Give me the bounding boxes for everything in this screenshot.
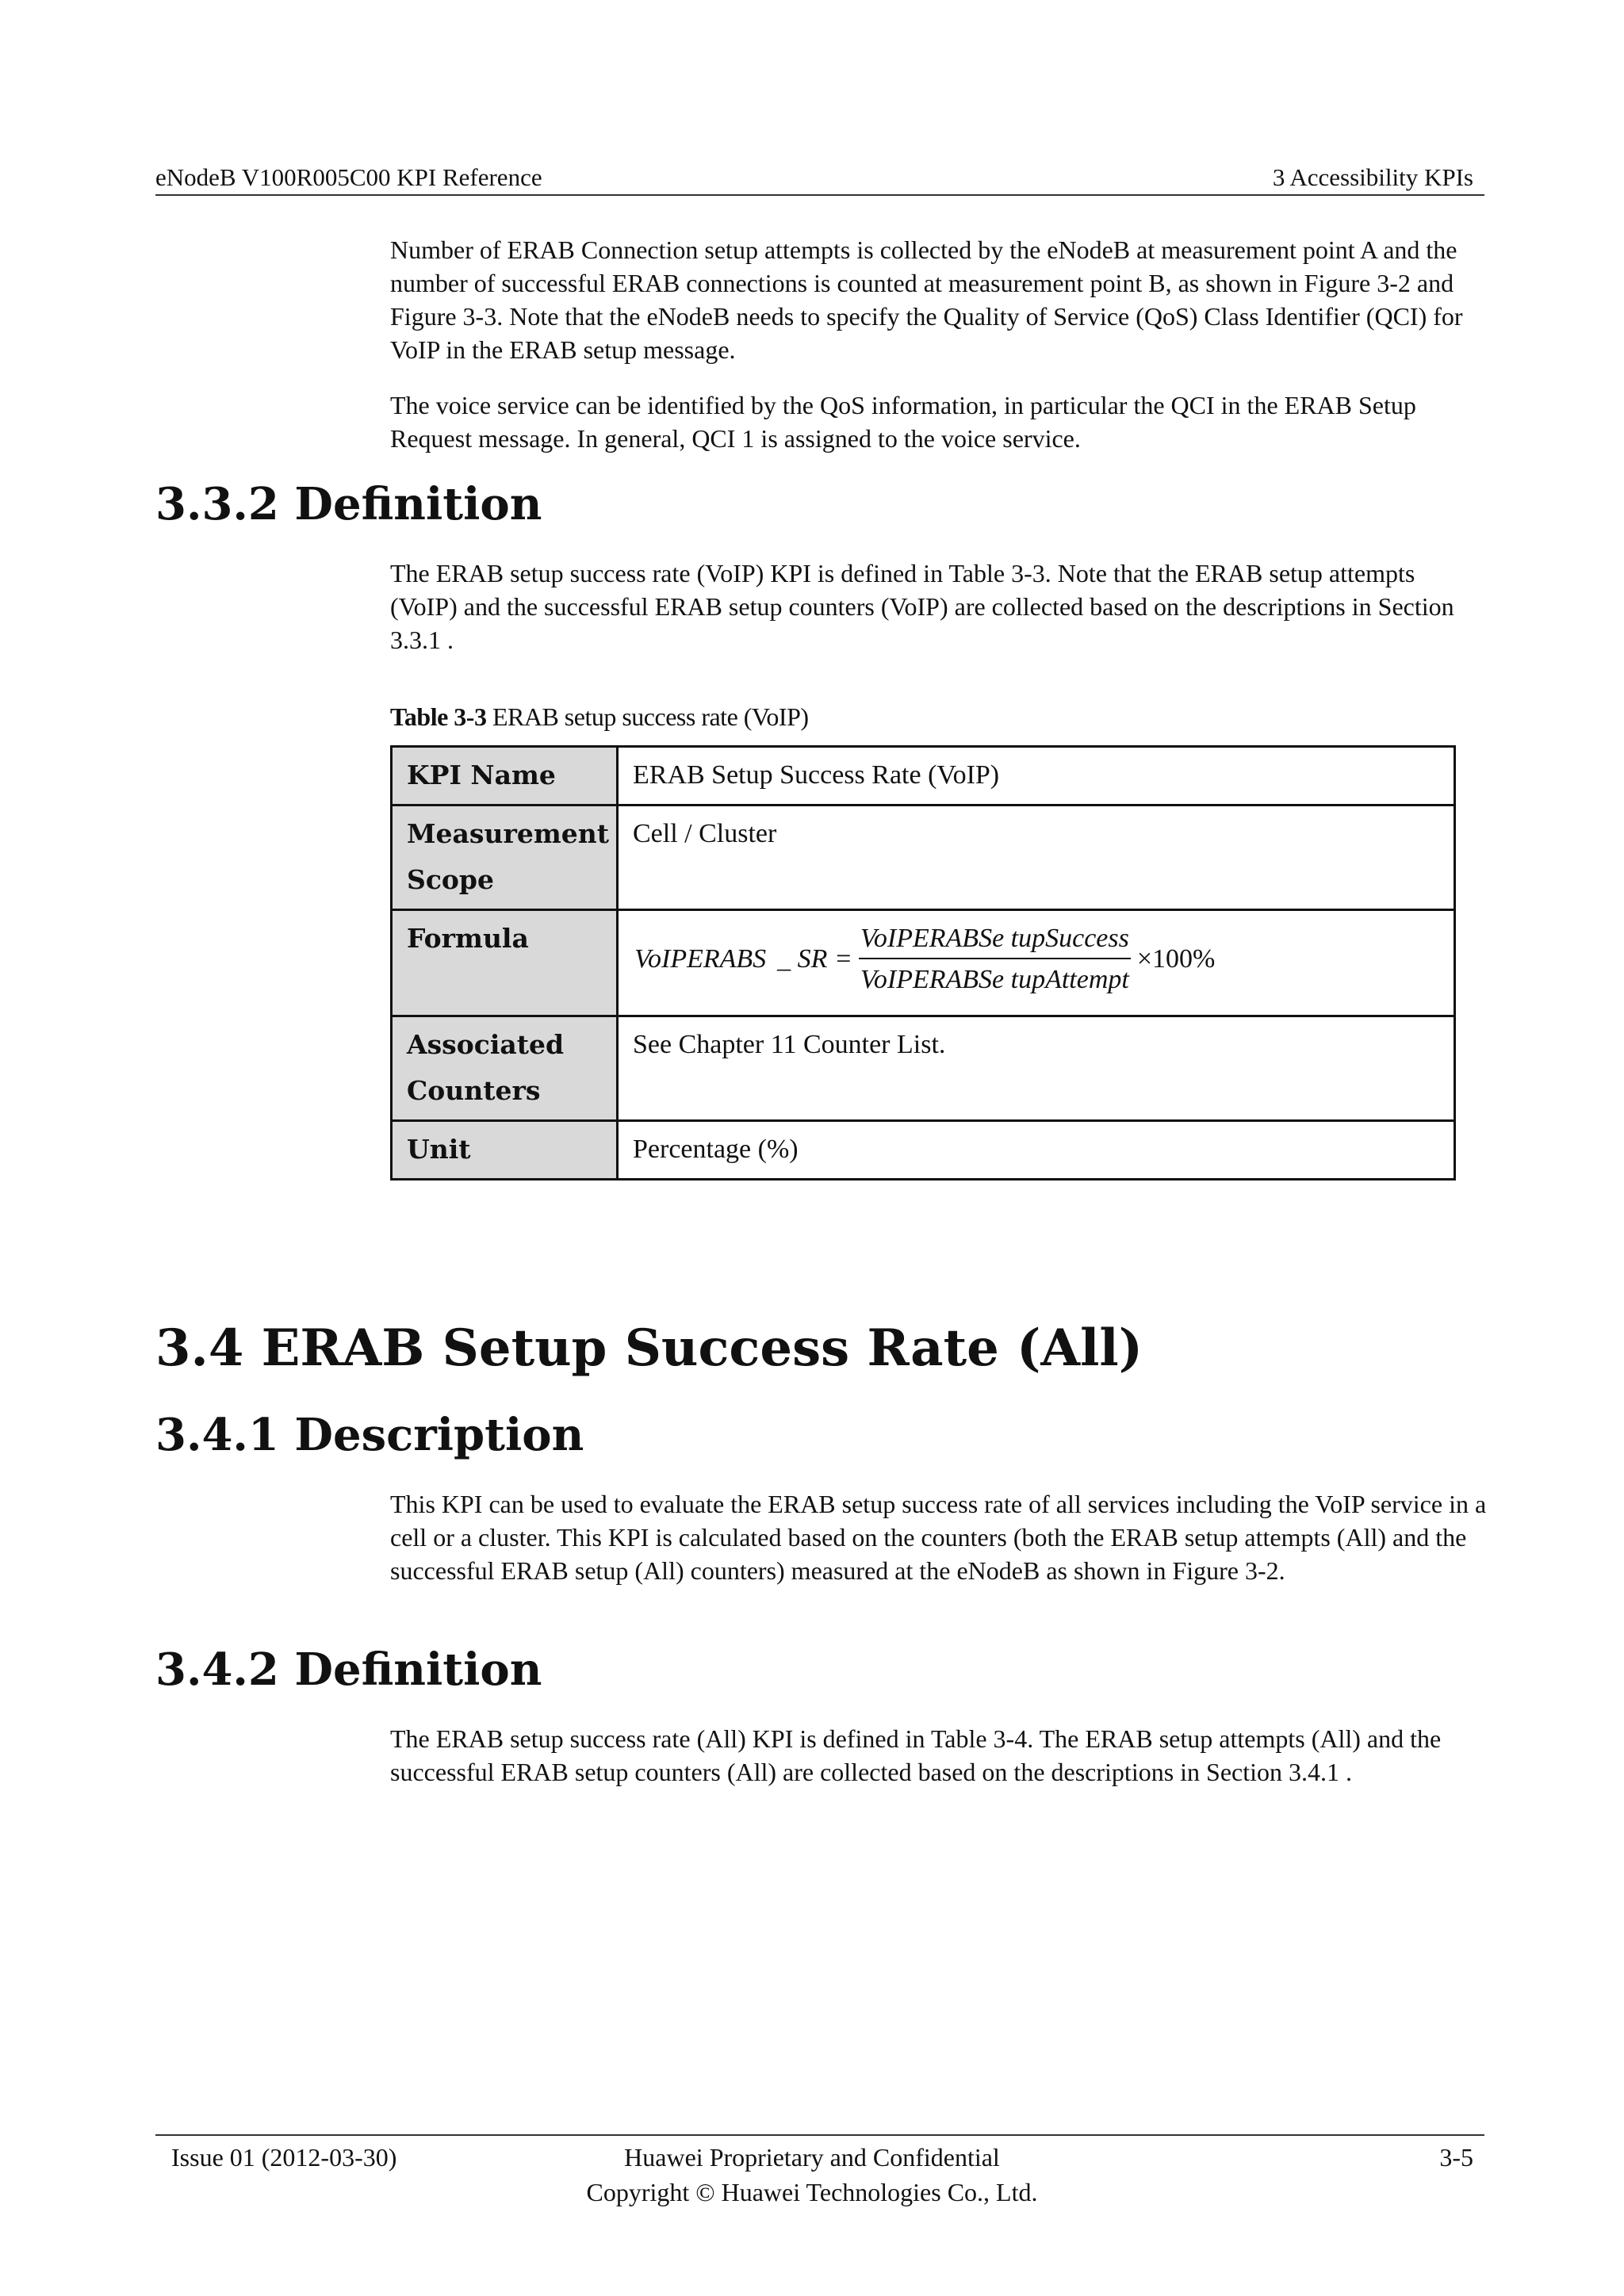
intro-paragraph-1: Number of ERAB Connection setup attempts is collected by the eNodeB at measurement point A and the number of successful ERAB connections is counted at measurement point B, as shown in Figure 3-2 and Figure 3-3. Note that the eNodeB needs to specify the Quality of Service (QoS) Class Identifier (QCI) for VoIP in the ERAB setup message. (390, 235, 1463, 364)
table-row-kpi-name (392, 747, 1455, 806)
description-paragraph: This KPI can be used to evaluate the ERAB setup success rate of all services including the VoIP service in a cell or a cluster. This KPI is calculated based on the counters (both the ERAB setup attempts (All) and the successful ERAB setup (All) counters) measured at the eNodeB as shown in Figure 3-2. (390, 1490, 1487, 1585)
unit-label: Unit (392, 1121, 618, 1180)
formula-numerator: VoIPERABSe tupSuccess (859, 923, 1131, 959)
heading-3-3-2: 3.3.2 Definition (155, 478, 542, 530)
table-caption-label: Table 3-3 (390, 702, 487, 731)
intro-paragraph-2: The voice service can be identified by the QoS information, in particular the QCI in the ERAB Setup Request message. In general, QCI 1 is assigned to the voice service. (390, 391, 1416, 453)
unit-value: Percentage (%) (618, 1121, 1455, 1180)
footer-copyright: Copyright © Huawei Technologies Co., Ltd. (586, 2178, 1038, 2206)
footer-rule (155, 2134, 1484, 2136)
table-row-unit (392, 1121, 1455, 1180)
table-caption (390, 701, 809, 733)
counters-value: See Chapter 11 Counter List. (618, 1016, 1455, 1121)
scope-label-line-1: Measurement (407, 818, 610, 849)
formula-cell (618, 910, 1455, 1016)
formula-lhs-suffix: _ SR = (777, 944, 852, 974)
heading-3-4-1: 3.4.1 Description (155, 1409, 584, 1461)
footer-issue: Issue 01 (2012-03-30) (171, 2143, 397, 2172)
heading-3-4-2: 3.4.2 Definition (155, 1644, 542, 1696)
scope-label (392, 806, 618, 910)
table-row-formula (392, 910, 1455, 1016)
formula-expression (633, 914, 1439, 1004)
heading-3-4: 3.4 ERAB Setup Success Rate (All) (155, 1318, 1143, 1378)
header-rule (155, 194, 1484, 196)
definition-paragraph-all: The ERAB setup success rate (All) KPI is defined in Table 3-4. The ERAB setup attempts (All) and the successful ERAB setup counters (All) are collected based on the descriptions in Section 3.4.1 . (390, 1724, 1442, 1786)
table-row-counters (392, 1016, 1455, 1121)
table-row-scope (392, 806, 1455, 910)
kpi-table (390, 745, 1456, 1181)
formula-multiplier: ×100% (1136, 944, 1216, 974)
scope-label-line-2: Scope (407, 864, 495, 895)
formula-fraction (859, 923, 1131, 996)
formula-denominator: VoIPERABSe tupAttempt (860, 965, 1129, 994)
footer-proprietary: Huawei Proprietary and Confidential (624, 2143, 1000, 2172)
counters-label-line-1: Associated (407, 1029, 565, 1060)
running-header-title: eNodeB V100R005C00 KPI Reference (155, 163, 542, 191)
kpi-name-label: KPI Name (392, 747, 618, 806)
kpi-name-value: ERAB Setup Success Rate (VoIP) (618, 747, 1455, 806)
formula-lhs: VoIPERABS (634, 944, 767, 974)
counters-label-line-2: Counters (407, 1075, 541, 1106)
definition-paragraph: The ERAB setup success rate (VoIP) KPI is defined in Table 3-3. Note that the ERAB setup attempts (VoIP) and the successful ERAB setup counters (VoIP) are collected based on the descriptions in Section 3.3.1 . (390, 559, 1454, 654)
counters-label (392, 1016, 618, 1121)
table-caption-text: ERAB setup success rate (VoIP) (486, 702, 809, 731)
scope-value: Cell / Cluster (618, 806, 1455, 910)
formula-label: Formula (392, 910, 618, 1016)
footer-page-number: 3-5 (1439, 2143, 1473, 2172)
running-header-chapter: 3 Accessibility KPIs (1272, 163, 1473, 191)
